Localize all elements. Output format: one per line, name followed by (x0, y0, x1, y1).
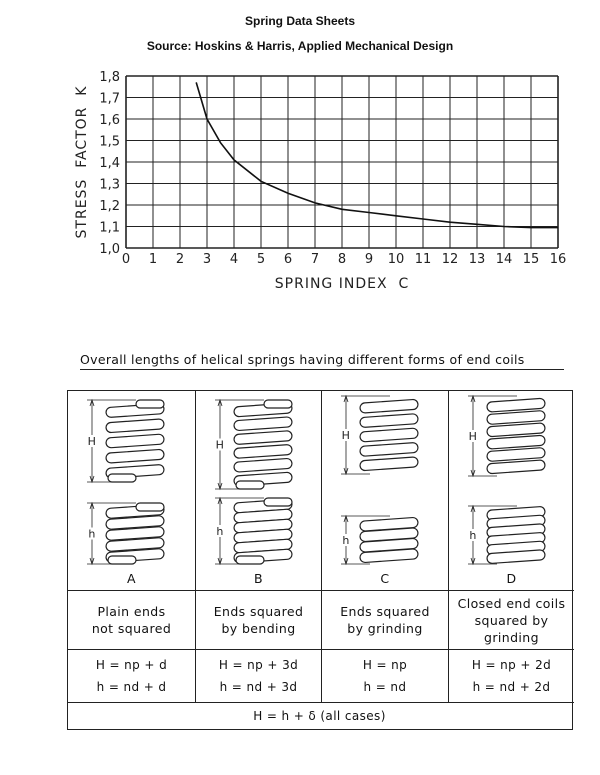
y-tick-label: 1,6 (99, 113, 120, 128)
solid-length-formula: h = nd (363, 680, 407, 694)
x-tick-label: 9 (364, 252, 374, 267)
y-tick-label: 1,2 (99, 199, 120, 214)
spring-diagram-cell-b (196, 391, 322, 591)
x-axis-label: SPRING INDEX C (274, 276, 410, 292)
end-description (449, 591, 574, 650)
column-letter: A (127, 571, 136, 586)
spring-drawing-icon (468, 396, 545, 476)
spring-drawing-icon (341, 396, 418, 474)
end-description (68, 591, 196, 650)
x-tick-label: 3 (202, 252, 212, 267)
solid-length-formula: h = nd + 2d (472, 680, 551, 694)
y-axis-label: STRESS FACTOR K (74, 85, 90, 239)
end-coil-table (67, 390, 573, 730)
x-tick-label: 10 (387, 252, 405, 267)
length-formulas (322, 650, 449, 703)
x-tick-label: 1 (148, 252, 158, 267)
dimension-label: h (469, 529, 477, 542)
y-tick-label: 1,0 (99, 242, 120, 257)
dimension-label: h (88, 527, 96, 541)
y-tick-label: 1,5 (99, 134, 120, 150)
dimension-label: H (341, 429, 351, 442)
description-line: Plain ends (97, 604, 166, 619)
description-line: Closed end coils (457, 595, 566, 611)
x-tick-label: 8 (337, 252, 347, 267)
free-length-formula: H = np + 2d (471, 658, 552, 672)
x-tick-label: 4 (229, 252, 239, 267)
spring-diagram-cell-d (449, 391, 574, 591)
description-line: Ends squared (340, 604, 430, 619)
spring-drawing-icon (468, 506, 545, 564)
length-formulas (449, 650, 574, 703)
x-tick-label: 0 (121, 252, 131, 267)
y-tick-label: 1,1 (99, 220, 120, 236)
y-tick-label: 1,7 (99, 91, 120, 107)
column-letter: B (254, 571, 263, 586)
solid-length-formula: h = nd + d (96, 680, 167, 694)
end-description (196, 591, 322, 650)
description-line: squared by (474, 612, 549, 628)
length-formulas (68, 650, 196, 703)
x-tick-label: 14 (495, 252, 513, 267)
spring-drawing-icon (215, 400, 292, 489)
dimension-label: H (87, 435, 97, 448)
description-line: not squared (91, 621, 172, 636)
x-tick-label: 11 (414, 252, 432, 267)
free-length-formula: H = np (362, 658, 408, 672)
dimension-label: H (468, 430, 478, 443)
column-letter: D (506, 571, 517, 586)
spring-drawing-icon (87, 400, 164, 482)
spring-diagram-cell-c (322, 391, 449, 591)
x-tick-label: 6 (283, 252, 293, 267)
table-footer-note: H = h + δ (all cases) (253, 709, 386, 723)
length-formulas (196, 650, 322, 703)
table-caption: Overall lengths of helical springs having different forms of end coils (80, 352, 564, 370)
dimension-label: h (216, 525, 224, 538)
x-tick-label: 16 (549, 252, 567, 267)
spring-drawing-icon (87, 503, 164, 564)
spring-drawing-icon (215, 498, 292, 564)
description-line: Ends squared (213, 604, 304, 619)
x-tick-label: 5 (256, 252, 266, 267)
dimension-label: h (342, 534, 350, 547)
y-tick-label: 1,8 (99, 70, 120, 85)
end-description (322, 591, 449, 650)
description-line: by bending (221, 621, 296, 636)
y-tick-label: 1,3 (99, 177, 120, 193)
free-length-formula: H = np + 3d (218, 658, 299, 672)
spring-diagram-cell-a (68, 391, 196, 591)
x-tick-label: 13 (468, 252, 486, 267)
dimension-label: H (215, 438, 225, 452)
description-line: grinding (484, 629, 539, 645)
free-length-formula: H = np + d (95, 658, 168, 672)
x-tick-label: 7 (310, 252, 320, 267)
x-tick-label: 12 (441, 252, 459, 267)
y-tick-label: 1,4 (99, 156, 120, 171)
x-tick-label: 2 (175, 252, 185, 267)
column-letter: C (380, 571, 390, 586)
source-line: Source: Hoskins & Harris, Applied Mechanical Design (146, 39, 454, 53)
page-title: Spring Data Sheets (244, 14, 356, 28)
x-tick-label: 15 (522, 252, 540, 267)
spring-drawing-icon (341, 516, 418, 564)
stress-factor-chart (0, 60, 600, 300)
solid-length-formula: h = nd + 3d (219, 680, 298, 694)
description-line: by grinding (347, 621, 423, 636)
